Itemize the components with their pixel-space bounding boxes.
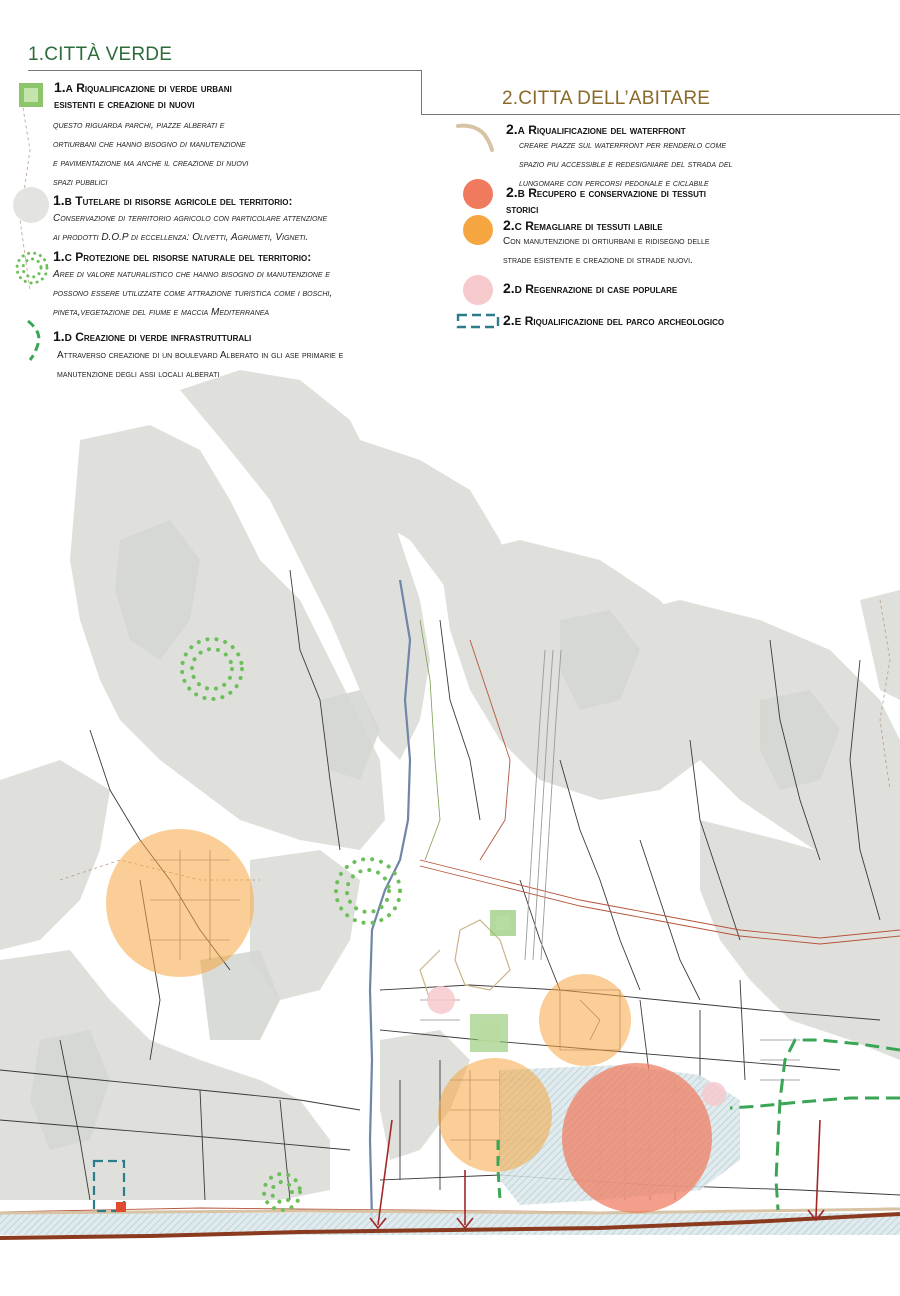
legend-2d-title: 2.d Regenrazione di case populare <box>503 280 678 296</box>
legend-1d-desc: Attraverso creazione di un boulevard Alberato in gli ase primarie e manutenzione degli assi locali alberati <box>57 350 344 380</box>
dashed-teal-rect-icon <box>456 313 500 329</box>
legend-2c-desc: Con manutenzione di ortiurbani e ridisegno delle strade esistente e creazione di strade nuovi. <box>503 236 710 266</box>
grey-circle-icon <box>12 186 50 224</box>
legend-2e-title: 2.e Riqualificazione del parco archeologico <box>503 312 725 328</box>
legend-2b-title: 2.b Recupero e conservazione di tessuti storici <box>506 184 706 216</box>
agricultural-terrain <box>0 370 900 1200</box>
legend-abitare-rule <box>421 114 900 115</box>
legend-1b-title: 1.b Tutelare di risorse agricole del territorio: <box>53 192 293 208</box>
legend-2a-desc: creare piazze sul waterfront per renderlo come spazio piu accessible e redesigniare del strada del lungomare con percorsi pedonale e ciclabile <box>519 140 733 189</box>
legend-1d-title: 1.d Creazione di verde infrastrutturali <box>53 328 252 344</box>
zone-2c-center-north <box>539 974 631 1066</box>
zone-2c-center <box>438 1058 552 1172</box>
green-boulevard <box>730 1040 900 1210</box>
green-square-icon <box>18 82 44 108</box>
dashed-green-arc-icon <box>22 318 46 362</box>
legend-abitare-title: 2.CITTA DELL’ABITARE <box>502 88 711 109</box>
pink-circle-icon <box>462 274 494 306</box>
legend-abitare-rule-vertical <box>421 70 422 115</box>
zone-2d-west <box>427 986 455 1014</box>
legend-1b-desc: Conservazione di territorio agricolo con particolare attenzione ai prodotti D.O.P di eccellenza: Olivetti, Agrumeti, Vigneti. <box>53 213 328 243</box>
legend-1a-desc: questo riguarda parchi, piazze alberati e ortiurbani che hanno bisogno di manutenzione e pavimentazione ma anche il creazione di nuovi spazi pubblici <box>53 120 249 188</box>
legend-1a-title: 1.a Riqualificazione di verde urbani esistenti e creazione di nuovi <box>54 79 232 111</box>
legend-verde-rule <box>28 70 422 71</box>
legend-2a-title: 2.a Riqualificazione del waterfront <box>506 121 686 137</box>
red-circle-icon <box>462 178 494 210</box>
beige-stroke-icon <box>456 120 496 152</box>
legend-2c-title: 2.c Remagliare di tessuti labile <box>503 217 663 233</box>
zone-2b-historic <box>562 1063 712 1213</box>
legend-1c-desc: Aree di valore naturalistico che hanno bisogno di manutenzione e possono essere utilizzate come attrazione turistica come i boschi, pineta,vegetazione del fiume e maccia Mediterranea <box>53 269 333 318</box>
legend-1c-title: 1.c Protezione del risorse naturale del territorio: <box>53 248 312 264</box>
zone-2c-west <box>106 829 254 977</box>
orange-circle-icon <box>462 214 494 246</box>
legend-verde-title: 1.CITTÀ VERDE <box>28 44 173 65</box>
arrow-east <box>808 1120 824 1220</box>
zone-2d-east <box>702 1082 726 1106</box>
dotted-green-circle-icon <box>14 250 50 286</box>
